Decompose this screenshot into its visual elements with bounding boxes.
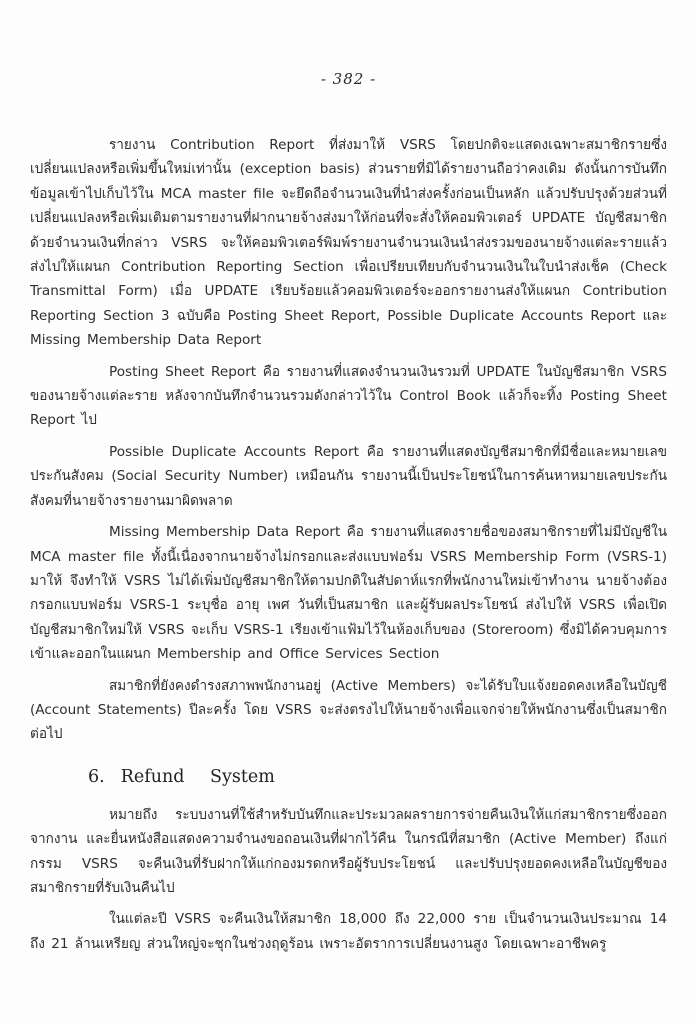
paragraph-refund-system-description: หมายถึง ระบบงานที่ใช้สำหรับบันทึกและประมวลผลรายการจ่ายคืนเงินให้แก่สมาชิกรายซึ่งออกจากงาน และยื่นหนังสือแสดงความจำนงขอถอนเงินที่ฝากไว้คืน ในกรณีที่สมาชิก (Active Member) ถึงแก่กรรม VSRS จะคืนเงินที่รับฝากให้แก่กองมรดกหรือผู้รับประโยชน์ และปรับปรุงยอดคงเหลือในบัญชีของสมาชิกรายที่รับเงินคืนไป (30, 806, 667, 896)
document-body (30, 133, 667, 963)
section-heading-refund-system (88, 767, 667, 787)
paragraph-contribution-report: รายงาน Contribution Report ที่ส่งมาให้ VSRS โดยปกติจะแสดงเฉพาะสมาชิกรายซึ่งเปลี่ยนแปลงหรือเพิ่มขึ้นใหม่เท่านั้น (exception basis) ส่วนรายที่มิได้รายงานถือว่าคงเดิม ดังนั้นการบันทึกข้อมูลเข้าไปเก็บไว้ใน MCA master file จะยึดถือจำนวนเงินที่นำส่งครั้งก่อนเป็นหลัก แล้วปรับปรุงด้วยส่วนที่เปลี่ยนแปลงหรือเพิ่มเติมตามรายงานที่ฝากนายจ้างส่งมาให้ก่อนที่จะสั่งให้คอมพิวเตอร์ UPDATE บัญชีสมาชิกด้วยจำนวนเงินที่กล่าว VSRS จะให้คอมพิวเตอร์พิมพ์รายงานจำนวนเงินนำส่งรวมของนายจ้างแต่ละรายแล้วส่งไปให้แผนก Contribution Reporting Section เพื่อเปรียบเทียบกับจำนวนเงินในใบนำส่งเช็ค (Check Transmittal Form) เมื่อ UPDATE เรียบร้อยแล้วคอมพิวเตอร์จะออกรายงานส่งให้แผนก Contribution Reporting Section 3 ฉบับคือ Posting Sheet Report, Possible Duplicate Accounts Report และ Missing Membership Data Report (30, 137, 667, 349)
paragraph-posting-sheet-report: Posting Sheet Report คือ รายงานที่แสดงจำนวนเงินรวมที่ UPDATE ในบัญชีสมาชิก VSRS ของนายจ้างแต่ละราย หลังจากบันทึกจำนวนรวมดังกล่าวไว้ใน Control Book แล้วก็จะทิ้ง Posting Sheet Report ไป (30, 363, 667, 429)
paragraph-refund-statistics: ในแต่ละปี VSRS จะคืนเงินให้สมาชิก 18,000 ถึง 22,000 ราย เป็นจำนวนเงินประมาณ 14 ถึง 21 ล้านเหรียญ ส่วนใหญ่จะชุกในช่วงฤดูร้อน เพราะอัตราการเปลี่ยนงานสูง โดยเฉพาะอาชีพครู (30, 911, 667, 952)
paragraph-active-members-statements: สมาชิกที่ยังคงดำรงสภาพพนักงานอยู่ (Active Members) จะได้รับใบแจ้งยอดคงเหลือในบัญชี (Account Statements) ปีละครั้ง โดย VSRS จะส่งตรงไปให้นายจ้างเพื่อแจกจ่ายให้พนักงานซึ่งเป็นสมาชิกต่อไป (30, 677, 667, 743)
section-heading-title: Refund System (120, 766, 275, 787)
paragraph-missing-membership-data-report: Missing Membership Data Report คือ รายงานที่แสดงรายชื่อของสมาชิกรายที่ไม่มีบัญชีใน MCA master file ทั้งนี้เนื่องจากนายจ้างไม่กรอกและส่งแบบฟอร์ม VSRS Membership Form (VSRS-1) มาให้ จึงทำให้ VSRS ไม่ได้เพิ่มบัญชีสมาชิกให้ตามปกติในสัปดาห์แรกที่พนักงานใหม่เข้าทำงาน นายจ้างต้องกรอกแบบฟอร์ม VSRS-1 ระบุชื่อ อายุ เพศ วันที่เป็นสมาชิก และผู้รับผลประโยชน์ ส่งไปให้ VSRS เพื่อเปิดบัญชีสมาชิกใหม่ให้ VSRS จะเก็บ VSRS-1 เรียงเข้าแฟ้มไว้ในห้องเก็บของ (Storeroom) ซึ่งมิได้ควบคุมการเข้าและออกในแผนก Membership and Office Services Section (30, 524, 667, 663)
paragraph-possible-duplicate-accounts-report: Possible Duplicate Accounts Report คือ รายงานที่แสดงบัญชีสมาชิกที่มีชื่อและหมายเลขประกันสังคม (Social Security Number) เหมือนกัน รายงานนี้เป็นประโยชน์ในการค้นหาหมายเลขประกันสังคมที่นายจ้างรายงานมาผิดพลาด (30, 443, 667, 509)
page-number: - 382 - (320, 70, 377, 88)
section-heading-number: 6. (88, 766, 105, 787)
